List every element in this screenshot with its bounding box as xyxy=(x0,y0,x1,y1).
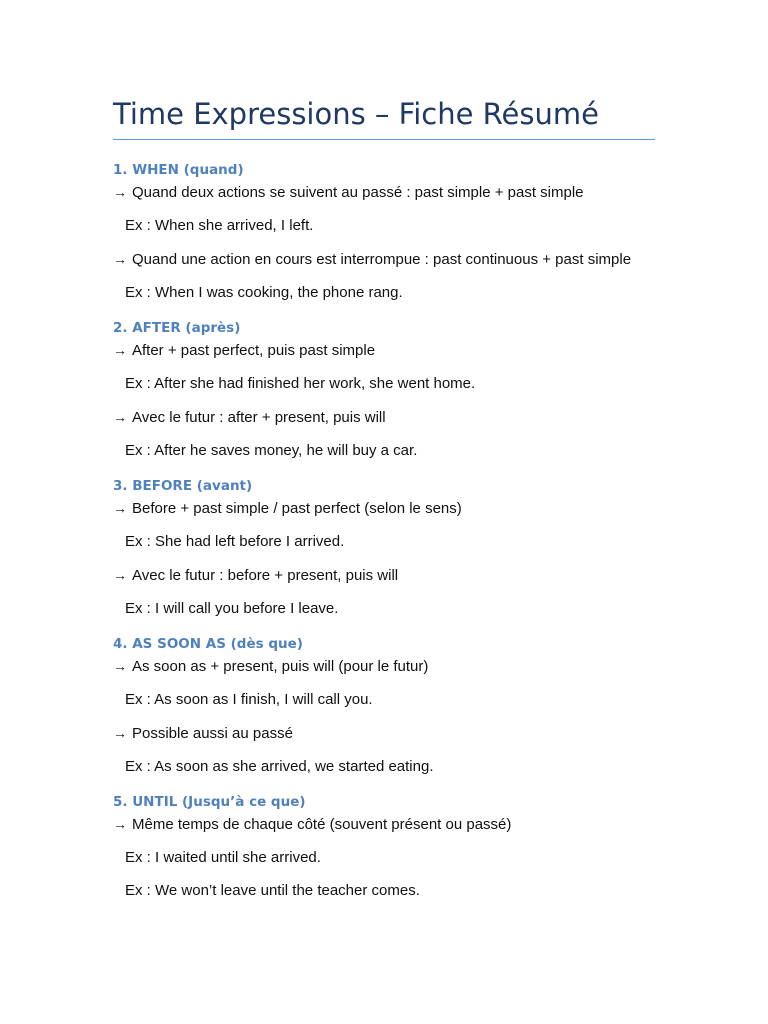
section xyxy=(113,633,673,778)
rule-item xyxy=(113,181,673,237)
arrow-icon: → xyxy=(113,251,127,267)
arrow-icon: → xyxy=(113,500,127,516)
rule-line xyxy=(113,339,673,362)
rule-line xyxy=(113,655,673,678)
example-sentence: Ex : I will call you before I leave. xyxy=(125,600,339,617)
example-sentence: Ex : After she had finished her work, she went home. xyxy=(125,375,476,392)
example-sentence: Ex : When I was cooking, the phone rang. xyxy=(125,284,403,301)
example-sentence: Ex : When she arrived, I left. xyxy=(125,217,314,234)
section-heading: 3. BEFORE (avant) xyxy=(113,478,253,494)
rule-text: Possible aussi au passé xyxy=(132,725,293,742)
rule-text: Before + past simple / past perfect (selon le sens) xyxy=(132,500,462,517)
rule-line xyxy=(113,248,673,271)
rule-item xyxy=(113,497,673,553)
rule-text: Quand une action en cours est interrompue : past continuous + past simple xyxy=(132,251,632,268)
example-sentence: Ex : We won’t leave until the teacher comes. xyxy=(125,882,420,899)
rule-line xyxy=(113,181,673,204)
arrow-icon: → xyxy=(113,658,127,674)
document-title: Time Expressions – Fiche Résumé xyxy=(113,97,599,131)
rule-line xyxy=(113,406,673,429)
rule-line xyxy=(113,813,673,836)
example-sentence: Ex : As soon as I finish, I will call you. xyxy=(125,691,373,708)
example-sentence: Ex : After he saves money, he will buy a car. xyxy=(125,442,418,459)
section-heading: 5. UNTIL (Jusqu’à ce que) xyxy=(113,794,306,810)
rule-item xyxy=(113,813,673,902)
document-body xyxy=(113,159,673,902)
rule-line xyxy=(113,564,673,587)
example-sentence: Ex : As soon as she arrived, we started eating. xyxy=(125,758,434,775)
rule-item xyxy=(113,406,673,462)
rule-text: Avec le futur : after + present, puis will xyxy=(132,409,386,426)
section xyxy=(113,317,673,462)
arrow-icon: → xyxy=(113,725,127,741)
rule-item xyxy=(113,339,673,395)
rule-text: Avec le futur : before + present, puis will xyxy=(132,567,399,584)
section-heading: 2. AFTER (après) xyxy=(113,320,241,336)
arrow-icon: → xyxy=(113,816,127,832)
section xyxy=(113,791,673,902)
rule-text: As soon as + present, puis will (pour le futur) xyxy=(132,658,429,675)
example-sentence: Ex : I waited until she arrived. xyxy=(125,849,321,866)
rule-item xyxy=(113,564,673,620)
rule-item xyxy=(113,655,673,711)
arrow-icon: → xyxy=(113,342,127,358)
arrow-icon: → xyxy=(113,184,127,200)
section xyxy=(113,159,673,304)
section-heading: 4. AS SOON AS (dès que) xyxy=(113,636,303,652)
rule-line xyxy=(113,722,673,745)
rule-text: Quand deux actions se suivent au passé : past simple + past simple xyxy=(132,184,584,201)
section xyxy=(113,475,673,620)
example-sentence: Ex : She had left before I arrived. xyxy=(125,533,345,550)
rule-line xyxy=(113,497,673,520)
title-underline xyxy=(113,139,655,140)
rule-text: After + past perfect, puis past simple xyxy=(132,342,376,359)
rule-text: Même temps de chaque côté (souvent présent ou passé) xyxy=(132,816,512,833)
rule-item xyxy=(113,722,673,778)
section-heading: 1. WHEN (quand) xyxy=(113,162,244,178)
arrow-icon: → xyxy=(113,567,127,583)
rule-item xyxy=(113,248,673,304)
arrow-icon: → xyxy=(113,409,127,425)
